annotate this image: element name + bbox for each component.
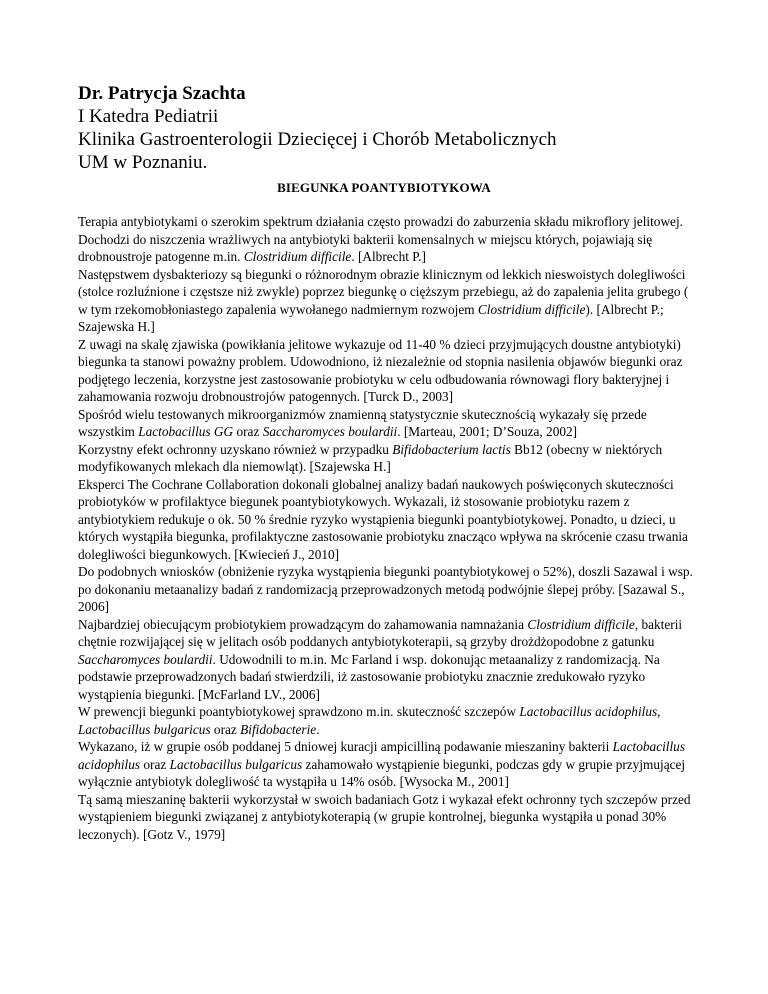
- text-run: . [Albrecht P.]: [351, 249, 426, 264]
- italic-term: Lactobacillus bulgaricus: [169, 756, 303, 772]
- paragraph: [78, 616, 698, 704]
- text-run: oraz: [233, 424, 263, 439]
- paragraph: [78, 738, 698, 791]
- text-run: Najbardziej obiecującym probiotykiem prowadzącym do zahamowania namnażania: [78, 616, 528, 632]
- paragraph: [78, 791, 698, 844]
- paragraph: [78, 406, 698, 441]
- text-run: Z uwagi na skalę zjawiska (powikłania jelitowe wykazuje od 11-40 % dzieci przyjmujących doustne antybiotyki) biegunka ta stanowi poważny problem. Udowodniono, iż niezależnie od stopnia nasilenia objawów biegunki oraz podjętego leczenia, korzystne jest zastosowanie probiotyku w celu odbudowania równowagi flory bakteryjnej i zahamowania rozwoju drobnoustrojów patogennych. [Turck D., 2003]: [78, 336, 683, 404]
- italic-term: Lactobacillus bulgaricus: [78, 721, 211, 737]
- paragraph: [78, 441, 698, 476]
- italic-term: Lactobacillus acidophilus: [519, 704, 658, 719]
- text-run: Do podobnych wniosków (obniżenie ryzyka wystąpienia biegunki poantybiotykowej o 52%), doszli Sazawal i wsp. po dokonaniu metaanalizy badań z randomizacją przeprowadzonych metodą podwójnie ślepej próby. [Sazawal S., 2006]: [78, 564, 693, 614]
- author-name: Dr. Patrycja Szachta: [78, 83, 246, 104]
- text-run: Korzystny efekt ochronny uzyskano również w przypadku: [78, 441, 393, 457]
- text-run: Tą samą mieszaninę bakterii wykorzystał w swoich badaniach Gotz i wykazał efekt ochronny tych szczepów przed wystąpieniem biegunki związanej z antybiotykoterapią (w grupie kontrolnej, biegunka wystąpiła u ponad 30% leczonych). [Gotz V., 1979]: [78, 791, 691, 842]
- italic-term: Lactobacillus GG: [138, 424, 234, 439]
- university-name: UM w Poznaniu.: [78, 152, 208, 173]
- text-run: .: [316, 721, 320, 737]
- text-run: . [Marteau, 2001; D’Souza, 2002]: [397, 424, 578, 439]
- text-run: Spośród wielu testowanych mikroorganizmów znamienną statystycznie skutecznością wykazały się przede wszystkim: [78, 406, 647, 439]
- text-run: Wykazano, iż w grupie osób poddanej 5 dniowej kuracji ampicilliną podawanie mieszaniny bakterii: [78, 739, 613, 754]
- text-run: oraz: [140, 756, 170, 772]
- department: I Katedra Pediatrii: [78, 106, 219, 127]
- clinic-name: Klinika Gastroenterologii Dziecięcej i Chorób Metabolicznych: [78, 129, 557, 150]
- paragraph: [78, 336, 698, 406]
- italic-term: Bifidobacterium lactis: [392, 441, 511, 457]
- text-run: ). [Albrecht P.; Szajewska H.]: [78, 301, 664, 334]
- author-header: [78, 82, 738, 174]
- text-run: W prewencji biegunki poantybiotykowej sprawdzono m.in. skuteczność szczepów: [78, 704, 520, 719]
- text-run: ,: [657, 704, 661, 719]
- text-run: zahamowało wystąpienie biegunki, podczas gdy w grupie przyjmującej wyłącznie antybiotyk dolegliwość ta wystąpiła u 14% osób. [Wysocka M., 2001]: [78, 756, 686, 789]
- text-run: . Udowodnili to m.in. Mc Farland i wsp. dokonując metaanalizy z randomizacją. Na podstawie przeprowadzonych badań stwierdzili, iż zastosowanie probiotyku znacznie zredukowało ryzyko wystąpienia biegunki. [McFarland LV., 2006]: [78, 651, 660, 702]
- italic-term: Bifidobacterie: [240, 721, 317, 737]
- text-run: , bakterii chętnie rozwijającej się w jelitach osób poddanych antybiotykoterapii, są grzyby drożdżopodobne z gatunku: [78, 616, 683, 649]
- italic-term: Clostridium difficile: [477, 301, 586, 317]
- document-body: [78, 213, 698, 843]
- paragraph: [78, 563, 698, 616]
- text-run: oraz: [210, 721, 241, 737]
- paragraph: [78, 213, 698, 266]
- text-run: Następstwem dysbakteriozy są biegunki o różnorodnym obrazie klinicznym od lekkich nieswoistych dolegliwości (stolce rozluźnione i częstsze niż zwykle) poprzez biegunkę o cięższym przebiegu, aż do zapalenia jelita grubego ( w tym rzekomobłoniastego zapalenia wywołanego nadmiernym rozwojem: [78, 266, 689, 317]
- text-run: Terapia antybiotykami o szerokim spektrum działania często prowadzi do zaburzenia składu mikroflory jelitowej. Dochodzi do niszczenia wrażliwych na antybiotyki bakterii komensalnych w miejscu których, pojawiają się drobnoustroje patogenne m.in.: [78, 214, 683, 264]
- italic-term: Clostridium difficile: [243, 249, 352, 264]
- text-run: Eksperci The Cochrane Collaboration dokonali globalnej analizy badań naukowych poświęconych skuteczności probiotyków w profilaktyce biegunek poantybiotykowych. Wykazali, iż stosowanie probiotyku razem z antybiotykiem redukuje o ok. 50 % średnie ryzyko wystąpienia biegunki poantybiotykowej. Ponadto, u dzieci, u których wystąpiła biegunka, profilaktyczne zastosowanie probiotyku znacząco wpływa na skrócenie czasu trwania dolegliwości biegunkowych. [Kwiecień J., 2010]: [78, 476, 688, 562]
- italic-term: Saccharomyces boulardii: [262, 424, 398, 439]
- italic-term: Clostridium difficile: [527, 616, 635, 632]
- paragraph: [78, 703, 698, 738]
- paragraph: [78, 476, 698, 564]
- italic-term: Saccharomyces boulardii: [78, 651, 213, 667]
- document-title: BIEGUNKA POANTYBIOTYKOWA: [277, 180, 491, 195]
- italic-term: Lactobacillus acidophilus: [78, 739, 686, 772]
- paragraph: [78, 266, 698, 336]
- text-run: Bb12 (obecny w niektórych modyfikowanych mlekach dla niemowląt). [Szajewska H.]: [78, 441, 663, 474]
